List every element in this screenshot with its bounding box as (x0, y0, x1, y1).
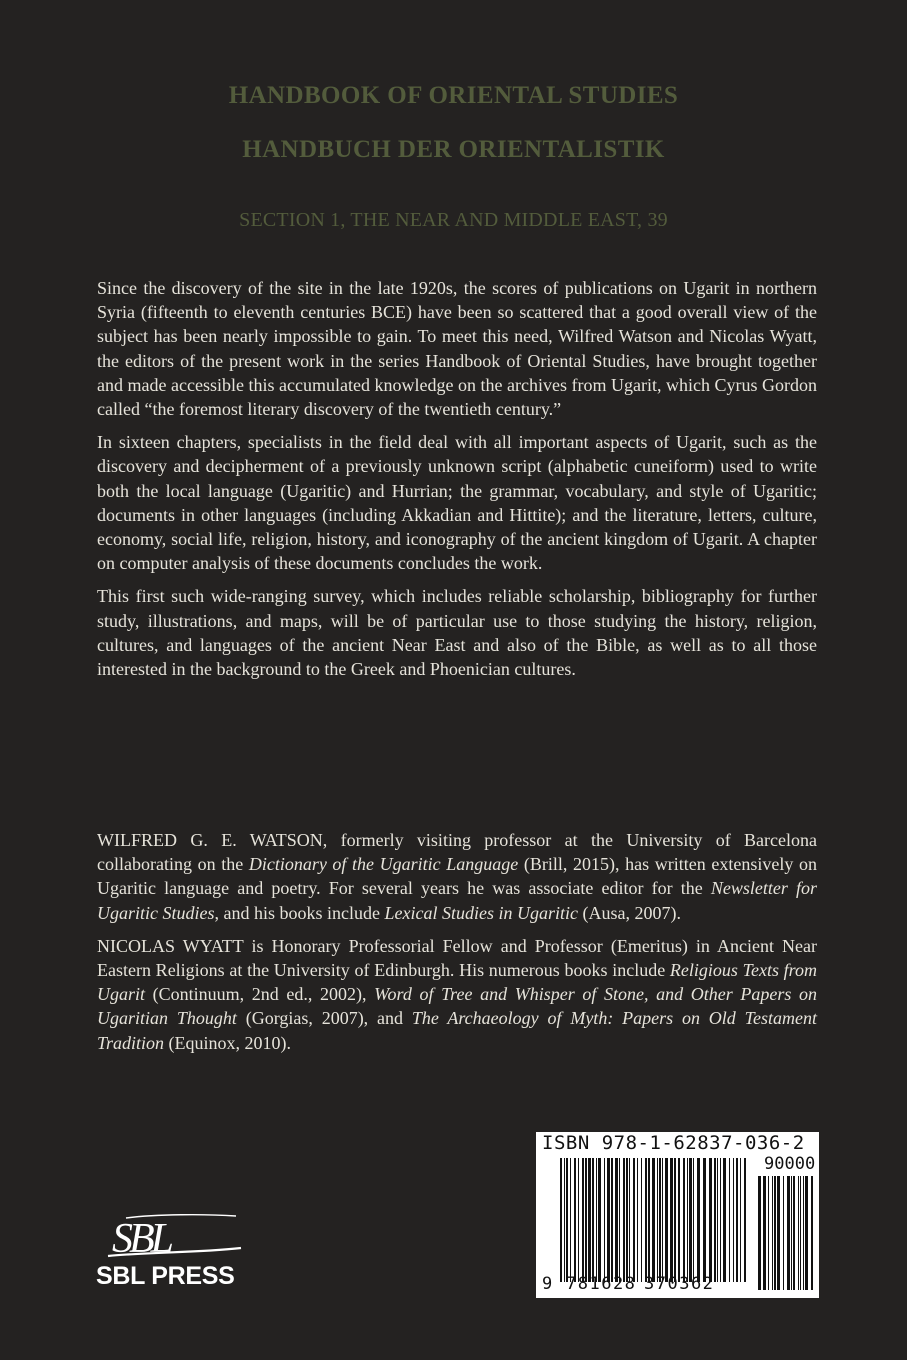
bio-text: (Continuum, 2nd ed., 2002), (145, 984, 375, 1005)
isbn-label: ISBN 978-1-62837-036-2 (542, 1132, 805, 1154)
barcode-bar (783, 1176, 784, 1290)
barcode-bar (570, 1158, 571, 1282)
barcode-bar (805, 1176, 808, 1290)
barcode-bar (619, 1158, 620, 1282)
series-title-english: HANDBOOK OF ORIENTAL STUDIES (228, 82, 679, 109)
barcode-bar (687, 1158, 688, 1282)
barcode-bar (607, 1158, 610, 1282)
barcode-bar (723, 1158, 726, 1282)
barcode-bar (703, 1158, 706, 1282)
barcode-bar (665, 1158, 668, 1282)
barcode-bar (615, 1158, 618, 1282)
series-title-german: HANDBUCH DER ORIENTALISTIK (242, 136, 665, 163)
barcode-bar (637, 1158, 638, 1282)
barcode-bar (689, 1158, 692, 1282)
publisher-name: SBL PRESS (96, 1262, 235, 1290)
description-paragraph-3: This first such wide-ranging survey, which includes reliable scholarship, bibliography for further study, illustrations, and maps, will be of particular use to those studying the history, religion, cultures, and languages of the ancient Near East and also of the Bible, as well as to all those interested in the background to the Greek and Phoenician cultures. (97, 586, 817, 680)
barcode-bar (582, 1158, 584, 1282)
barcode-bar (787, 1176, 790, 1290)
barcode-bar (772, 1176, 773, 1290)
barcode-bar (592, 1158, 594, 1282)
sbl-press-logo (96, 1212, 246, 1292)
barcode-bar (811, 1176, 813, 1290)
book-description (97, 276, 817, 690)
bio-text: WILFRED G. E. WATSON, formerly visiting professor at the University of Barcelona collaborating on the (97, 830, 817, 875)
barcode-bar (740, 1158, 741, 1282)
bio-text: , and his books include (214, 902, 385, 923)
description-paragraph-2: In sixteen chapters, specialists in the field deal with all important aspects of Ugarit, such as the discovery and decipherment of a previously unknown script (alphabetic cuneiform) used to write both the local language (Ugaritic) and Hurrian; the grammar, vocabulary, and style of Ugaritic; documents in other languages (including Akkadian and Hittite); and the literature, letters, culture, economy, social life, religion, history, and iconography of the ancient kingdom of Ugarit. A chapter on computer analysis of these documents concludes the work. (97, 432, 817, 574)
bio-text: (Equinox, 2010). (164, 1032, 292, 1053)
isbn-barcode (536, 1132, 819, 1298)
barcode-bar (763, 1176, 766, 1290)
barcode-bar (798, 1176, 799, 1290)
barcode-bar (588, 1158, 591, 1282)
barcode-bar (560, 1158, 562, 1282)
barcode-bar (714, 1158, 716, 1282)
series-section: SECTION 1, THE NEAR AND MIDDLE EAST, 39 (239, 209, 668, 231)
barcode-bar (598, 1158, 601, 1282)
barcode-bar (758, 1176, 761, 1290)
barcode-bar (683, 1158, 685, 1282)
barcode-bar (657, 1158, 658, 1282)
bio-watson (97, 828, 817, 925)
barcode-bar (733, 1158, 734, 1282)
barcode-bar (564, 1158, 565, 1282)
barcode-bar (566, 1158, 568, 1282)
bio-wyatt (97, 934, 817, 1055)
barcode-bar (623, 1158, 625, 1282)
barcode-bar (678, 1158, 680, 1282)
sbl-monogram-icon (106, 1212, 246, 1264)
barcode-bar (729, 1158, 730, 1282)
book-title: Lexical Studies in Ugaritic (384, 902, 578, 923)
barcode-bar (652, 1158, 655, 1282)
barcode-bar (803, 1176, 804, 1290)
barcode-bar (633, 1158, 635, 1282)
ean-first-digit: 9 (542, 1274, 553, 1294)
barcode-bar (604, 1158, 605, 1282)
bio-text: NICOLAS WYATT is Honorary Professorial Fellow and Professor (Emeritus) in Ancient Near Eastern Religions at the University of Edinburgh. His numerous books include (97, 935, 817, 981)
ean-left-digits: 781628 (566, 1274, 637, 1294)
bio-text: (Gorgias, 2007), and (236, 1008, 412, 1029)
barcode-bar (693, 1158, 694, 1282)
barcode-bar (641, 1158, 642, 1282)
book-title: Newsletter for Ugaritic Studies (97, 878, 817, 923)
book-title: Word of Tree and Whisper of Stone, and Other Papers on Ugaritian Thought (97, 984, 817, 1029)
barcode-bar (800, 1176, 801, 1290)
book-title: Dictionary of the Ugaritic Language (248, 854, 519, 875)
barcode-bar (793, 1176, 795, 1290)
barcode-bar (585, 1158, 587, 1282)
barcode-bar (720, 1158, 721, 1282)
barcode-bar (768, 1176, 769, 1290)
barcode-bar (736, 1158, 738, 1282)
barcode-bar (791, 1176, 792, 1290)
price-addon: 90000 (764, 1154, 816, 1174)
book-title: Religious Texts from Ugarit (97, 960, 817, 1005)
barcode-bar (659, 1158, 661, 1282)
barcode-bar (774, 1176, 776, 1290)
barcode-bar (674, 1158, 676, 1282)
barcode-bar (717, 1158, 718, 1282)
barcode-bar (645, 1158, 647, 1282)
bio-text: (Brill, 2015), has written extensively on Ugaritic language and poetry. For several years he was associate editor for the (97, 854, 817, 899)
barcode-bar (697, 1158, 700, 1282)
barcode-bar (578, 1158, 579, 1282)
book-title: The Archaeology of Myth: Papers on Old Testament Tradition (97, 1008, 817, 1053)
svg-text:SBL: SBL (112, 1216, 171, 1262)
barcode-bar (596, 1158, 597, 1282)
bio-text: (Ausa, 2007). (577, 902, 681, 923)
barcode-bar (662, 1158, 663, 1282)
barcode-bar (648, 1158, 650, 1282)
barcode-bar (777, 1176, 780, 1290)
editor-bios (97, 828, 817, 1064)
description-paragraph-1: Since the discovery of the site in the late 1920s, the scores of publications on Ugarit in northern Syria (fifteenth to eleventh centuries BCE) have been so scattered that a good overall view of the subject has been nearly impossible to gain. To meet this need, Wilfred Watson and Nicolas Wyatt, the editors of the present work in the series Handbook of Oriental Studies, have brought together and made accessible this accumulated knowledge on the archives from Ugarit, which Cyrus Gordon called “the foremost literary discovery of the twentieth century.” (97, 278, 817, 420)
barcode-bar (670, 1158, 673, 1282)
barcode-bar (629, 1158, 630, 1282)
barcode-bar (574, 1158, 576, 1282)
barcode-bar (611, 1158, 613, 1282)
barcode-bar (744, 1158, 746, 1282)
barcode-bar (709, 1158, 712, 1282)
ean-right-digits: 370362 (644, 1274, 715, 1294)
barcode-bar (626, 1158, 628, 1282)
